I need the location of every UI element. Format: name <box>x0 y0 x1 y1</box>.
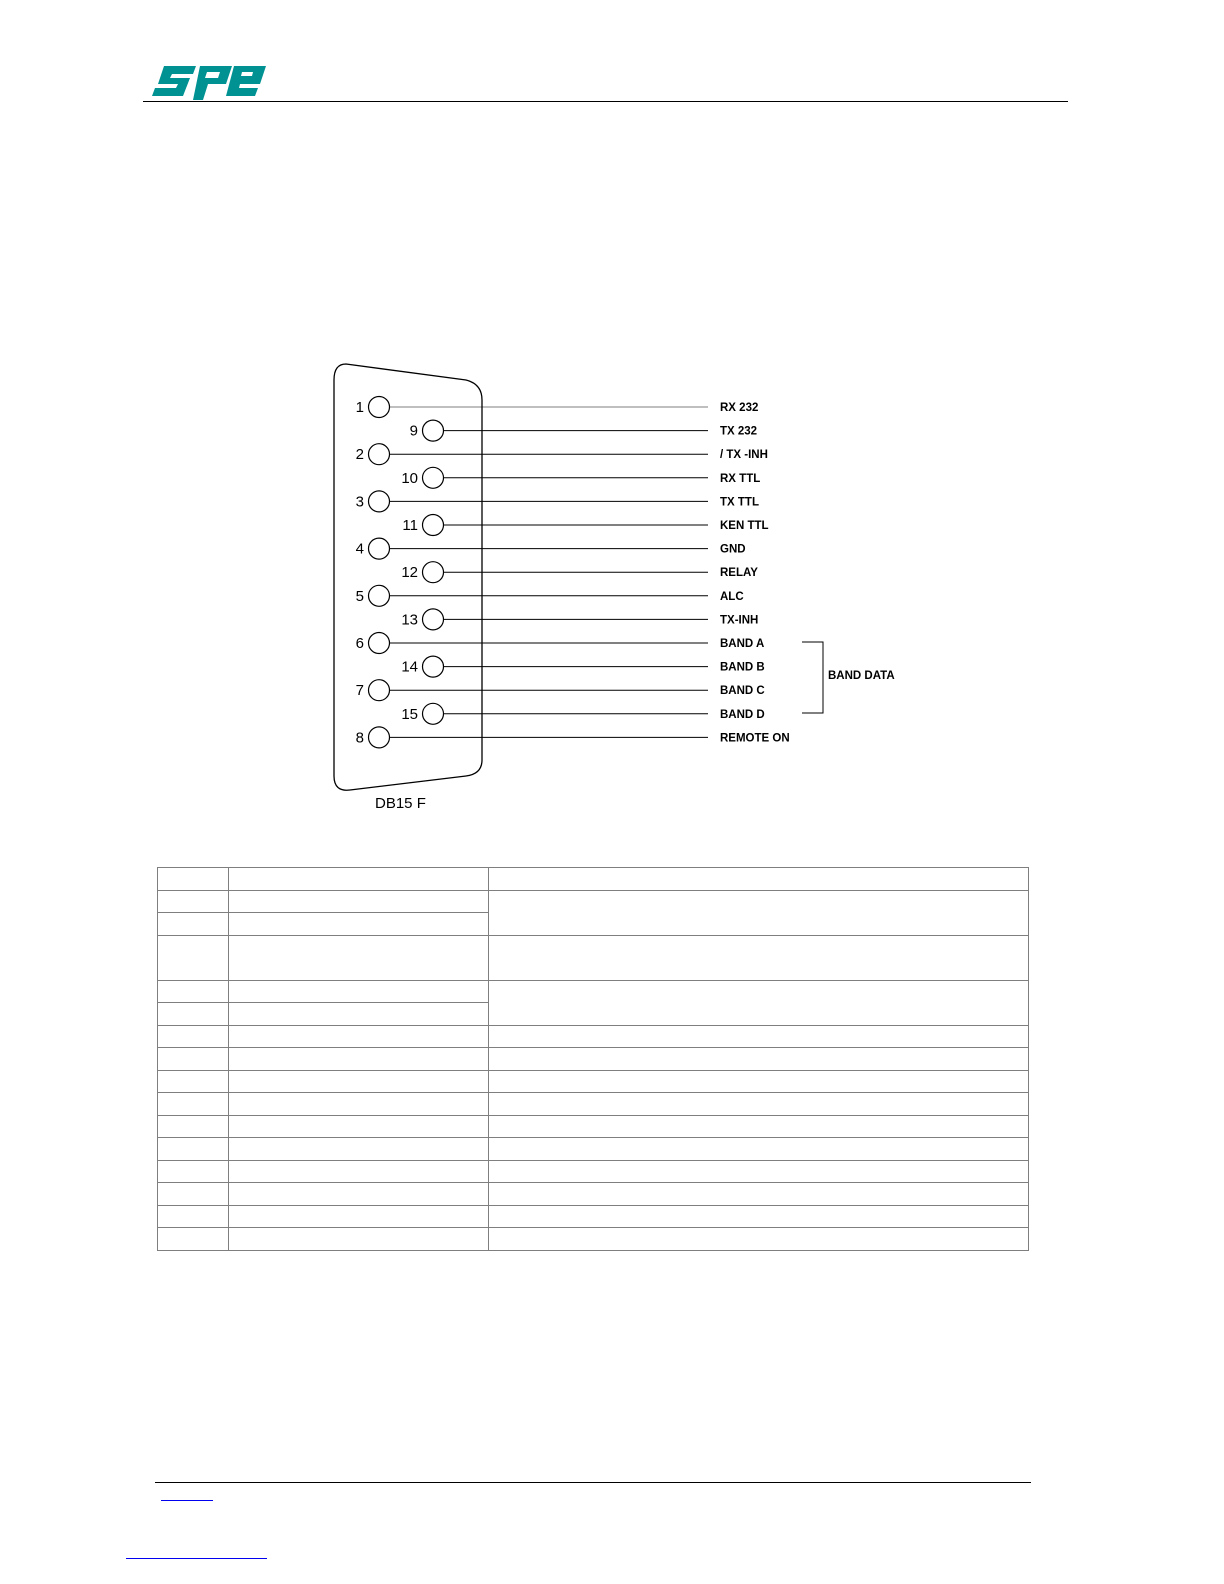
pin-number: 2 <box>355 446 364 464</box>
table-row <box>158 1160 1029 1183</box>
table-row <box>158 980 1029 1003</box>
pin-number: 1 <box>355 399 364 416</box>
connector-name: DB15 F <box>375 795 426 812</box>
pin-number: 11 <box>402 517 418 534</box>
signal-label: TX TTL <box>720 496 759 509</box>
signal-label: BAND B <box>720 661 765 674</box>
signal-label: BAND A <box>720 638 765 650</box>
signal-label: / TX -INH <box>720 449 768 462</box>
table-row <box>158 1115 1029 1138</box>
pin-12-socket <box>423 562 444 583</box>
pin-number: 5 <box>355 587 364 605</box>
pin-15-socket <box>423 703 444 724</box>
pin-7-socket <box>369 680 390 701</box>
pin-4-socket <box>369 538 390 559</box>
table-row <box>158 868 1029 891</box>
pin-1-socket <box>369 397 390 418</box>
pin-number: 9 <box>409 422 418 440</box>
pin-number: 7 <box>355 682 364 700</box>
pin-6-socket <box>369 633 390 654</box>
signal-label: REMOTE ON <box>720 732 790 745</box>
footer-rule <box>155 1482 1031 1483</box>
pin-10-socket <box>423 467 444 488</box>
band-data-bracket <box>802 642 823 713</box>
table-row <box>158 1070 1029 1093</box>
pin-number: 15 <box>401 705 418 723</box>
table-row <box>158 1205 1029 1228</box>
pin-number: 3 <box>355 493 364 511</box>
footer-link-underline-2[interactable] <box>126 1558 267 1559</box>
pin-number: 13 <box>401 611 418 629</box>
signal-label: BAND D <box>720 708 765 721</box>
signal-label: RX TTL <box>720 472 761 485</box>
signal-label: KEN TTL <box>720 520 769 532</box>
pin-5-socket <box>369 585 390 606</box>
signal-label: TX-INH <box>720 614 759 627</box>
table-row <box>158 1183 1029 1206</box>
table-row <box>158 935 1029 980</box>
pin-table <box>157 867 1029 1251</box>
signal-label: RELAY <box>720 567 758 580</box>
band-data-label: BAND DATA <box>828 670 895 682</box>
table-row <box>158 1138 1029 1161</box>
table-row <box>158 890 1029 913</box>
table-row <box>158 1093 1029 1116</box>
signal-label: RX 232 <box>720 402 759 414</box>
signal-label: BAND C <box>720 685 765 698</box>
pin-11-socket <box>423 515 444 536</box>
pin-2-socket <box>369 444 390 465</box>
table-row <box>158 1228 1029 1251</box>
pin-3-socket <box>369 491 390 512</box>
signal-label: ALC <box>720 590 744 603</box>
pin-number: 6 <box>355 635 364 652</box>
signal-label: TX 232 <box>720 425 758 438</box>
pin-9-socket <box>423 420 444 441</box>
pin-number: 8 <box>355 729 364 747</box>
pin-number: 14 <box>401 658 418 676</box>
pin-8-socket <box>369 727 390 748</box>
pin-13-socket <box>423 609 444 630</box>
pin-number: 10 <box>401 469 418 487</box>
pin-14-socket <box>423 656 444 677</box>
signal-label: GND <box>720 543 746 556</box>
pin-number: 4 <box>355 540 364 558</box>
table-row <box>158 1025 1029 1048</box>
table-row <box>158 1048 1029 1071</box>
pin-number: 12 <box>401 564 418 582</box>
footer-link-underline-1[interactable] <box>161 1500 213 1501</box>
